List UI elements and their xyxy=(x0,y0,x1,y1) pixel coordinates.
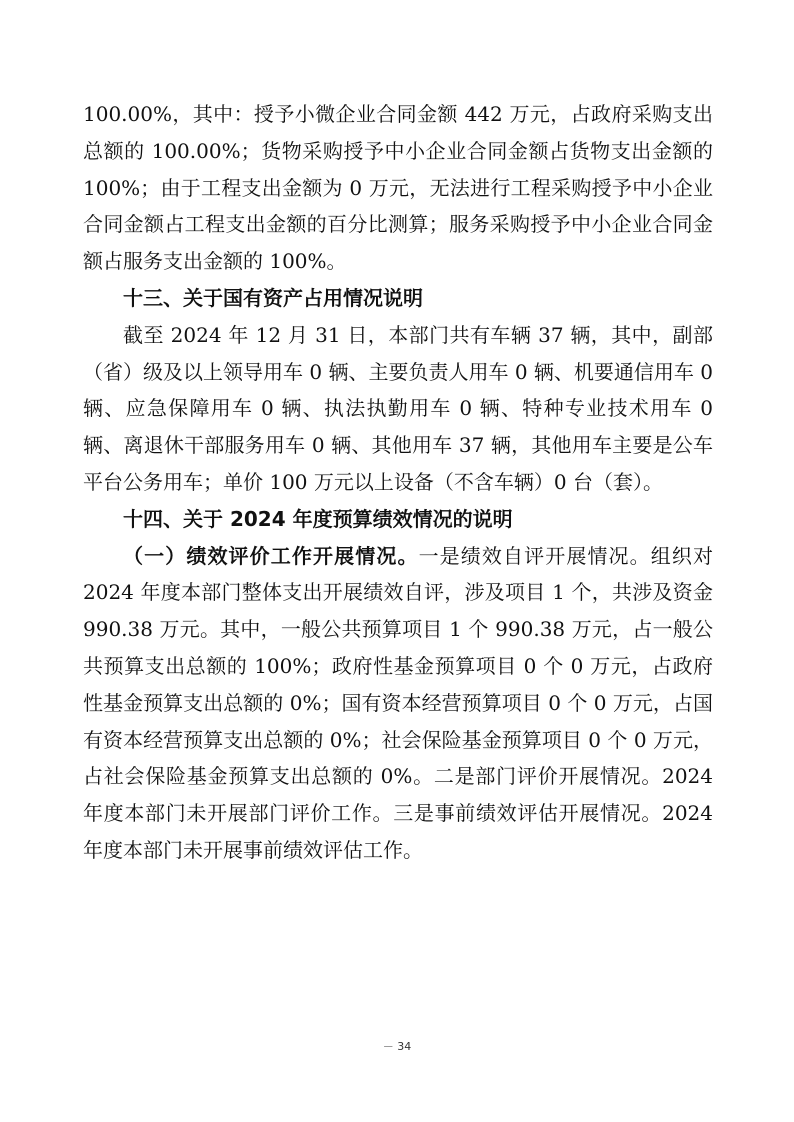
paragraph-performance-evaluation xyxy=(83,538,713,869)
subsection-lead: （一）绩效评价工作开展情况。 xyxy=(123,543,419,568)
paragraph-state-assets: 截至 2024 年 12 月 31 日，本部门共有车辆 37 辆，其中，副部（省）级及以上领导用车 0 辆、主要负责人用车 0 辆、机要通信用车 0 辆、应急保障用车 0 辆、执法执勤用车 0 辆、特种专业技术用车 0 辆、离退休干部服务用车 0 辆、其他用车 37 辆，其他用车主要是公车平台公务用车；单价 100 万元以上设备（不含车辆）0 台（套）。 xyxy=(83,322,713,494)
page-number: － 34 xyxy=(382,1040,412,1053)
subsection-body: 一是绩效自评开展情况。组织对 2024 年度本部门整体支出开展绩效自评，涉及项目 1 个，共涉及资金 990.38 万元。其中，一般公共预算项目 1 个 990.38 万元，占一般公共预算支出总额的 100%；政府性基金预算项目 0 个 0 万元，占政府性基金预算支出总额的 0%；国有资本经营预算项目 0 个 0 万元，占国有资本经营预算支出总额的 0%；社会保险基金预算项目 0 个 0 万元，占社会保险基金预算支出总额的 0%。二是部门评价开展情况。2024 年度本部门未开展部门评价工作。三是事前绩效评估开展情况。2024 年度本部门未开展事前绩效评估工作。 xyxy=(83,543,714,862)
document-body xyxy=(83,96,713,869)
section-heading-14: 十四、关于 2024 年度预算绩效情况的说明 xyxy=(123,506,513,531)
section-heading-13: 十三、关于国有资产占用情况说明 xyxy=(123,285,423,310)
paragraph-procurement-summary: 100.00%，其中：授予小微企业合同金额 442 万元，占政府采购支出总额的 100.00%；货物采购授予中小企业合同金额占货物支出金额的 100%；由于工程支出金额为 0 万元，无法进行工程采购授予中小企业合同金额占工程支出金额的百分比测算；服务采购授予中小企业合同金额占服务支出金额的 100%。 xyxy=(83,102,713,274)
